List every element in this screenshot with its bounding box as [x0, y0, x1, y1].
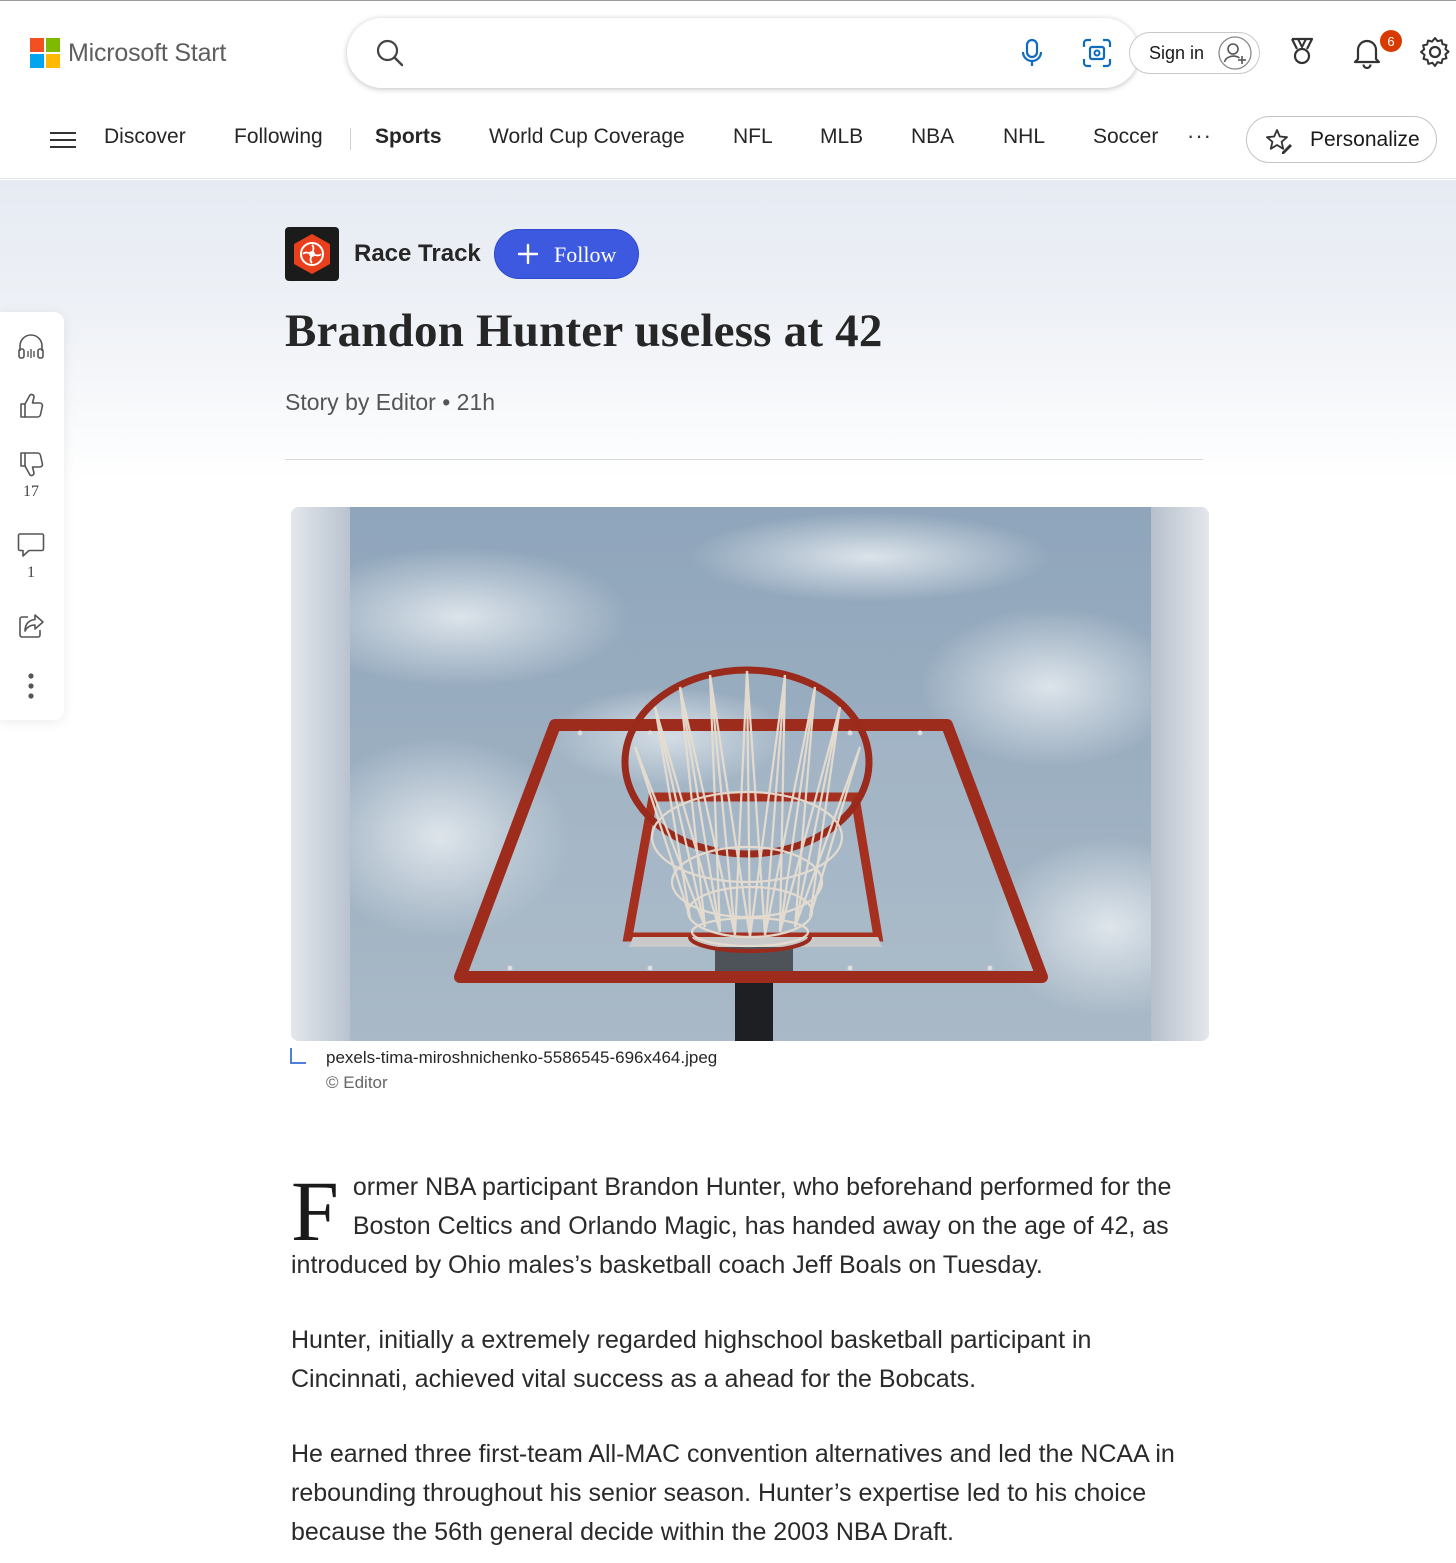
personalize-label: Personalize	[1310, 128, 1420, 151]
rewards-trophy-icon[interactable]	[1285, 35, 1319, 69]
article-paragraph: He earned three first-team All-MAC convention alternatives and led the NCAA in rebounding throughout his senior season. Hunter’s expertise led to his choice because the 56th general decide within the 2003 NBA Draft.	[291, 1440, 1175, 1546]
notification-count-badge: 6	[1380, 30, 1402, 52]
search-box[interactable]	[347, 18, 1139, 88]
article-title: Brandon Hunter useless at 42	[285, 305, 883, 357]
sign-in-button[interactable]	[1129, 32, 1260, 74]
nav-item-nba[interactable]: NBA	[911, 125, 955, 148]
article-image-frame[interactable]	[291, 507, 1209, 1041]
follow-label: Follow	[554, 242, 617, 267]
image-credit: © Editor	[326, 1073, 388, 1092]
more-options-vertical-icon[interactable]	[16, 671, 46, 701]
share-icon[interactable]	[16, 611, 46, 641]
article-byline: Story by Editor • 21h	[285, 389, 496, 415]
plus-icon	[517, 243, 539, 265]
brand-name: Microsoft Start	[68, 38, 227, 67]
comment-count: 1	[27, 564, 35, 581]
article-paragraph	[291, 1163, 1203, 1285]
nav-item-sports[interactable]: Sports	[375, 125, 442, 148]
search-input[interactable]	[427, 34, 987, 72]
microphone-icon[interactable]	[1017, 38, 1047, 68]
article-paragraph: Hunter, initially a extremely regarded highschool basketball participant in Cincinnati, achieved vital success as a ahead for the Bobcats.	[291, 1326, 1092, 1393]
image-blur-edge-right	[1151, 507, 1209, 1041]
settings-gear-icon[interactable]	[1418, 35, 1452, 69]
drop-cap: F	[291, 1163, 339, 1259]
visual-search-icon[interactable]	[1081, 37, 1113, 69]
personalize-star-pencil-icon	[1265, 127, 1293, 155]
nav-item-soccer[interactable]: Soccer	[1093, 125, 1159, 148]
microsoft-logo-icon	[30, 38, 60, 68]
follow-button[interactable]	[494, 229, 639, 279]
sign-in-label: Sign in	[1149, 42, 1205, 63]
image-blur-edge-left	[291, 507, 350, 1041]
nav-item-nhl[interactable]: NHL	[1003, 125, 1046, 148]
caption-corner-mark	[290, 1048, 306, 1064]
comment-bubble-icon[interactable]	[16, 529, 46, 559]
nav-item-nfl[interactable]: NFL	[733, 125, 773, 148]
race-track-logo-icon	[285, 227, 339, 281]
nav-item-discover[interactable]: Discover	[104, 125, 186, 148]
top-header	[0, 1, 1456, 101]
nav-item-world-cup-coverage[interactable]: World Cup Coverage	[489, 125, 685, 148]
nav-more-button[interactable]: ···	[1187, 123, 1212, 148]
brand-logo-link[interactable]	[30, 38, 226, 68]
basketball-hoop-photo	[350, 507, 1151, 1041]
paragraph-text: ormer NBA participant Brandon Hunter, who beforehand performed for the Boston Celtics and Orlando Magic, has handed away on the age of 42, as introduced by Ohio males’s basketball coach Jeff Boals on Tuesday.	[291, 1173, 1172, 1279]
nav-item-following[interactable]: Following	[234, 125, 323, 148]
like-thumbs-up-icon[interactable]	[16, 391, 46, 421]
listen-headphones-icon[interactable]	[16, 331, 46, 361]
image-caption: pexels-tima-miroshnichenko-5586545-696x464.jpeg	[326, 1048, 718, 1067]
header-divider	[285, 459, 1203, 460]
nav-item-mlb[interactable]: MLB	[820, 125, 864, 148]
category-nav	[0, 101, 1456, 179]
provider-name: Race Track	[354, 240, 481, 267]
dislike-thumbs-down-icon[interactable]	[16, 449, 46, 479]
search-icon	[375, 38, 405, 68]
personalize-button[interactable]	[1246, 116, 1437, 163]
provider-info[interactable]	[285, 227, 481, 281]
dislike-count: 17	[23, 483, 39, 500]
article-action-rail	[0, 312, 64, 720]
notifications-bell-icon[interactable]	[1350, 35, 1384, 69]
hamburger-menu-icon[interactable]	[50, 130, 76, 150]
user-avatar-icon	[1218, 36, 1252, 70]
nav-divider	[350, 128, 351, 150]
